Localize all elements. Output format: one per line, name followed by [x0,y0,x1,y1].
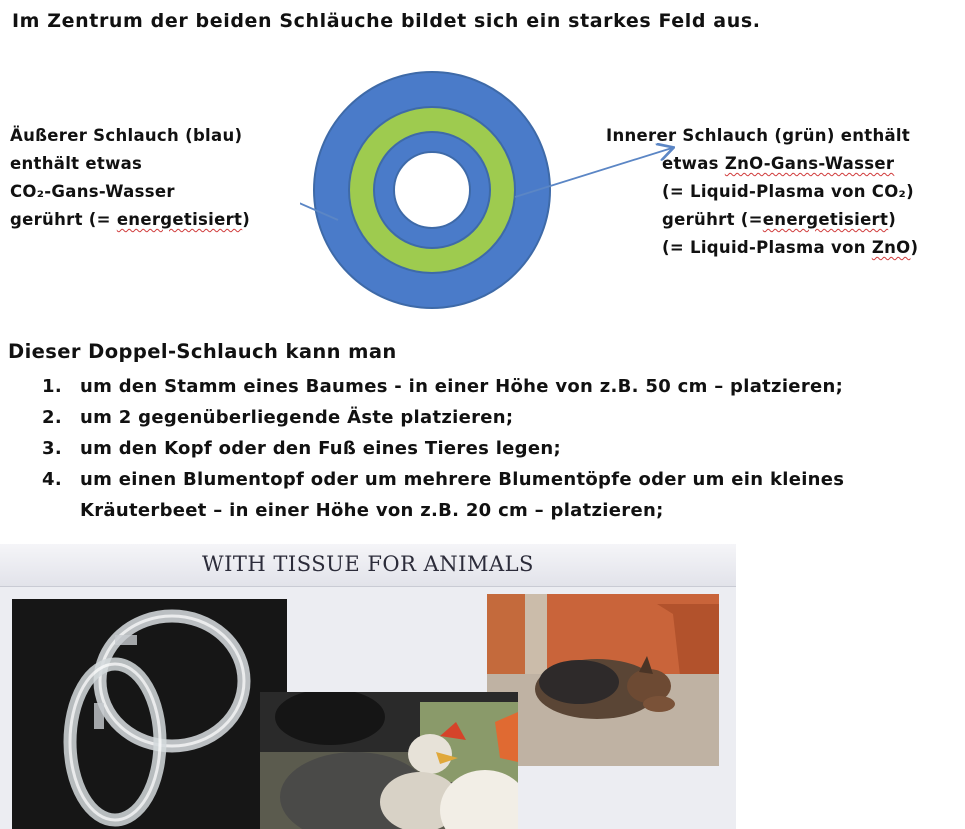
inner-tube-label-line: Innerer Schlauch (grün) enthält [606,126,911,145]
dog-photo [487,594,719,766]
text-fragment: gerührt (= [662,210,763,229]
center-hole [394,152,470,228]
text-fragment: ) [242,210,251,229]
list-text: um den Stamm eines Baumes - in einer Höhe von z.B. 50 cm – platzieren; [80,376,844,397]
spellcheck-word: energetisiert [762,210,889,229]
list-heading: Dieser Doppel-Schlauch kann man [8,340,397,363]
double-tube-diagram [300,70,675,320]
text-fragment: gerührt (= [10,210,117,229]
list-item [42,464,844,495]
outer-tube-label [10,122,250,234]
text-fragment: ) [910,238,919,257]
list-item [42,402,844,433]
list-text: um einen Blumentopf oder um mehrere Blumentöpfe oder um ein kleines [80,469,845,490]
list-item [42,371,844,402]
list-item-continuation [42,495,844,526]
page-title: Im Zentrum der beiden Schläuche bildet sich ein starkes Feld aus. [12,10,761,32]
outer-tube-label-line: CO₂-Gans-Wasser [10,182,175,201]
chickens-photo [260,692,518,829]
inner-tube-label-line: (= Liquid-Plasma von CO₂) [662,182,914,201]
animal-tissue-slide [0,544,736,829]
list-text: um 2 gegenüberliegende Äste platzieren; [80,407,514,428]
tube-ring-photo [12,599,287,829]
spellcheck-word: energetisiert [116,210,243,229]
spellcheck-word: ZnO-Gans-Wasser [724,154,895,173]
list-number: 1. [42,376,62,397]
list-text: um den Kopf oder den Fuß eines Tieres legen; [80,438,561,459]
slide-title: WITH TISSUE FOR ANIMALS [202,552,534,576]
usage-list [42,371,844,526]
text-fragment: (= Liquid-Plasma von [662,238,872,257]
list-number: 4. [42,469,62,490]
outer-tube-label-line [10,206,250,234]
outer-tube-label-line: Äußerer Schlauch (blau) [10,126,243,145]
list-text: Kräuterbeet – in einer Höhe von z.B. 20 cm – platzieren; [80,500,664,521]
list-number: 3. [42,438,62,459]
slide-header [0,544,736,587]
spellcheck-word: ZnO [871,238,911,257]
outer-tube-label-line: enthält etwas [10,154,143,173]
text-fragment: ) [888,210,897,229]
list-item [42,433,844,464]
list-number: 2. [42,407,62,428]
text-fragment: etwas [662,154,725,173]
